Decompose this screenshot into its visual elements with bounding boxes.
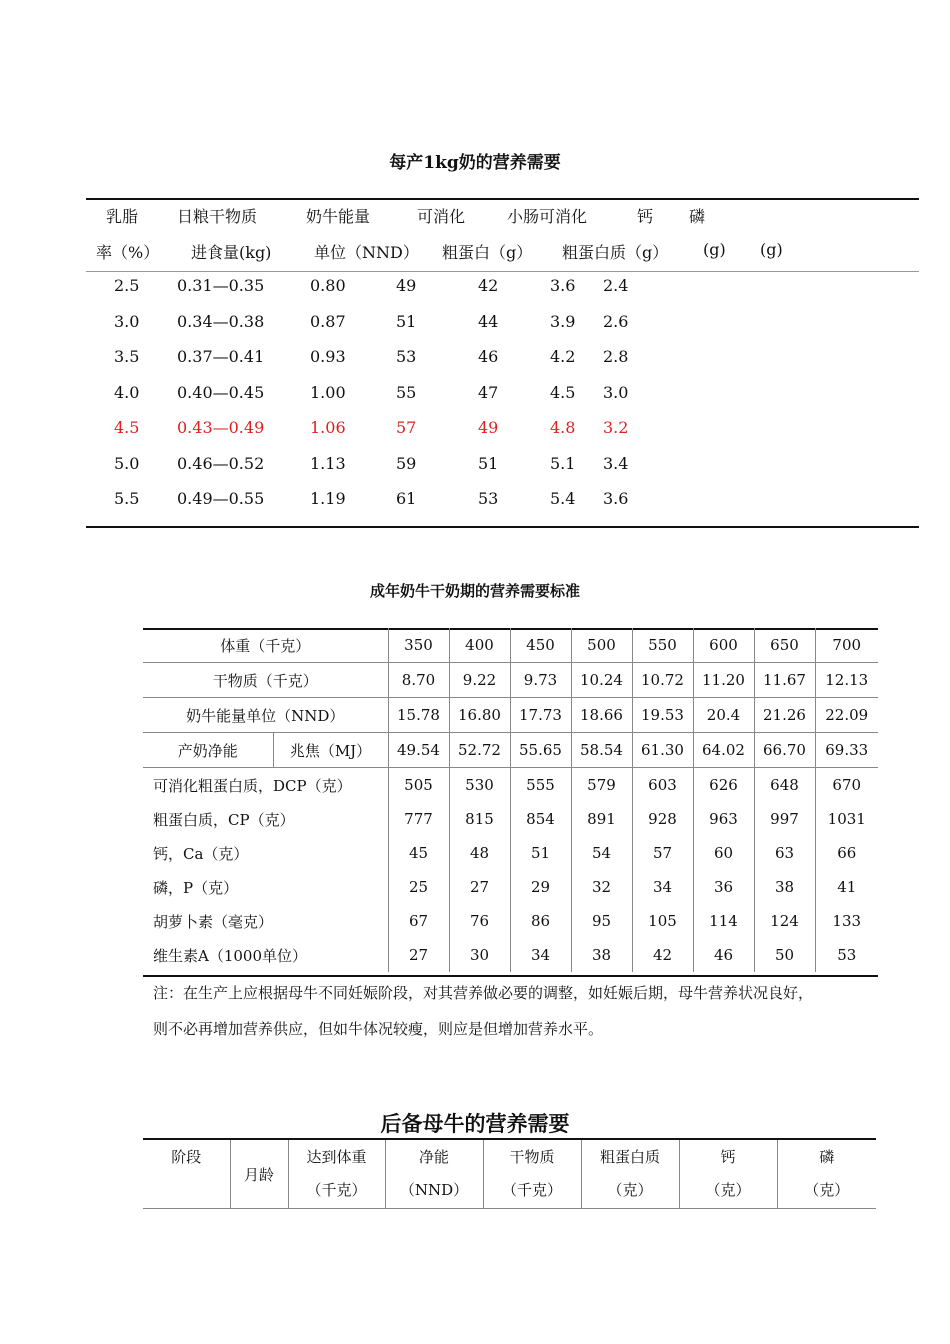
table1-cell: 55	[396, 382, 417, 402]
table1-title: 每产1kg奶的营养需要	[389, 153, 561, 173]
table1-cell: 4.5	[114, 418, 140, 437]
table1-cell: 49	[478, 418, 499, 437]
table1-header-line2-cell: 粗蛋白质（g）	[562, 243, 669, 262]
table2-cell: 11.67	[754, 663, 815, 698]
table1-cell: 59	[396, 453, 417, 473]
table1-cell: 3.9	[550, 311, 576, 331]
table2-cell: 1031	[827, 810, 866, 828]
table1-cell: 2.8	[603, 347, 629, 366]
table1-cell: 3.6	[550, 276, 576, 295]
table1-header-line1-cell: 奶牛能量	[306, 207, 371, 226]
table2-cell: 105	[632, 904, 693, 938]
table2-cell: 17.73	[510, 698, 571, 733]
table3-header-cell	[143, 1139, 230, 1209]
table2-cell: 8.70	[388, 663, 449, 698]
table2-row-label: 干物质（千克）	[143, 663, 388, 698]
table2-cell: 55.65	[510, 733, 571, 768]
table2-cell: 700	[815, 628, 878, 663]
table2-cell: 36	[693, 870, 754, 904]
table1-cell: 3.6	[603, 489, 629, 508]
table2-cell: 69.33	[815, 733, 878, 768]
table2-cell: 67	[388, 904, 449, 938]
table2-cell: 9.73	[510, 663, 571, 698]
table2-row-label: 维生素A（1000单位）	[143, 938, 388, 972]
table1-header-line2-cell: 进食量(kg)	[191, 243, 272, 262]
table2-cell: 579	[571, 768, 632, 803]
table2-cell: 450	[510, 628, 571, 663]
table2-cell: 53	[837, 946, 857, 964]
table2-cell: 27	[388, 938, 449, 972]
table-row	[143, 628, 878, 663]
table2-cell: 54	[571, 836, 632, 870]
table1-cell: 0.49—0.55	[177, 489, 265, 508]
table3-header-cell	[581, 1139, 679, 1209]
table1-cell: 44	[478, 311, 499, 331]
table2-row-sublabel: 兆焦（MJ）	[273, 733, 388, 768]
table2-row-label: 可消化粗蛋白质，DCP（克）	[143, 768, 388, 803]
table2-cell: 34	[510, 938, 571, 972]
table1-header-line2-cell: 率（%）	[96, 243, 160, 262]
table1-cell: 42	[478, 276, 499, 295]
table2-cell: 76	[449, 904, 510, 938]
table3-header-line1: 阶段	[171, 1148, 202, 1166]
table-row	[143, 836, 878, 870]
table1-header-line2-cell: (g)	[760, 240, 783, 259]
table1-cell: 5.4	[550, 489, 576, 508]
table1-cell: 53	[478, 489, 499, 508]
table2-cell: 963	[693, 802, 754, 836]
table2-cell: 20.4	[693, 698, 754, 733]
table-row	[143, 733, 878, 768]
table1-cell: 5.0	[114, 453, 140, 473]
table2-cell: 550	[632, 628, 693, 663]
table1-top-rule	[86, 198, 919, 200]
table1-cell: 3.4	[603, 453, 629, 473]
table1-cell: 0.87	[310, 311, 346, 331]
table1-cell: 1.19	[310, 489, 346, 508]
table1-bottom-rule	[86, 526, 919, 528]
table2	[143, 628, 878, 972]
table2-cell: 57	[632, 836, 693, 870]
table2-cell: 891	[571, 802, 632, 836]
table2-cell: 21.26	[754, 698, 815, 733]
table1-cell: 0.43—0.49	[177, 418, 265, 437]
table1-cell: 1.06	[310, 418, 346, 437]
table3-header-line1: 钙	[720, 1148, 736, 1166]
table2-cell: 49.54	[388, 733, 449, 768]
table3-header-line2: （千克）	[501, 1181, 562, 1199]
table2-cell: 22.09	[815, 698, 878, 733]
table1-cell: 0.93	[310, 347, 346, 366]
table2-cell: 350	[388, 628, 449, 663]
table3-header-cell	[230, 1139, 288, 1209]
table1-cell: 3.2	[603, 418, 629, 437]
table2-row-label: 体重（千克）	[143, 628, 388, 663]
table-row	[143, 904, 878, 938]
table2-cell: 10.24	[571, 663, 632, 698]
table1-cell: 57	[396, 418, 417, 437]
table3-title: 后备母牛的营养需要	[380, 1111, 570, 1136]
table1-cell: 49	[396, 276, 417, 295]
table2-row-label: 奶牛能量单位（NND）	[143, 698, 388, 733]
table1-cell: 3.5	[114, 347, 140, 366]
table1-cell: 2.6	[603, 311, 629, 331]
table2-cell: 66.70	[754, 733, 815, 768]
table1-header-line2-cell: 粗蛋白（g）	[442, 243, 533, 262]
table2-cell: 50	[754, 938, 815, 972]
table1-cell: 51	[396, 311, 417, 331]
table1-header-line1-cell: 钙	[637, 207, 654, 226]
table1-cell: 4.8	[550, 418, 576, 437]
table2-row-label: 产奶净能	[143, 733, 273, 768]
table1-cell: 3.0	[603, 382, 629, 402]
table1-cell: 4.5	[550, 382, 576, 402]
table2-cell: 133	[832, 912, 862, 930]
table-row	[143, 663, 878, 698]
table2-cell: 400	[449, 628, 510, 663]
table3-header-line1: 粗蛋白质	[599, 1148, 660, 1166]
table2-cell: 45	[388, 836, 449, 870]
table1-cell: 51	[478, 453, 499, 473]
table2-bottom-rule	[143, 975, 878, 977]
table1-header-line1-cell: 磷	[689, 207, 706, 226]
table1-cell: 61	[396, 489, 417, 508]
table2-row-label: 磷，P（克）	[143, 870, 388, 904]
table2-cell: 27	[449, 870, 510, 904]
table1-cell: 5.5	[114, 489, 140, 508]
table2-cell: 600	[693, 628, 754, 663]
table2-cell: 64.02	[693, 733, 754, 768]
table2-cell: 555	[510, 768, 571, 803]
table2-cell: 51	[510, 836, 571, 870]
table2-cell: 41	[837, 878, 857, 896]
table2-cell: 60	[693, 836, 754, 870]
table2-note-line2: 则不必再增加营养供应，但如牛体况较瘦，则应是但增加营养水平。	[153, 1020, 604, 1038]
table2-cell: 18.66	[571, 698, 632, 733]
table2-cell: 15.78	[388, 698, 449, 733]
table2-cell: 10.72	[632, 663, 693, 698]
table2-cell: 61.30	[632, 733, 693, 768]
table2-cell: 19.53	[632, 698, 693, 733]
table2-cell: 648	[754, 768, 815, 803]
table3-header-line1: 达到体重	[306, 1148, 367, 1166]
table2-title: 成年奶牛干奶期的营养需要标准	[369, 582, 580, 600]
table1-cell: 0.37—0.41	[177, 347, 265, 366]
table2-cell: 86	[510, 904, 571, 938]
table1-cell: 0.31—0.35	[177, 276, 265, 295]
table2-cell: 815	[449, 802, 510, 836]
table-row	[143, 870, 878, 904]
table2-cell: 928	[632, 802, 693, 836]
table3-header-line1: 月龄	[243, 1165, 274, 1184]
table2-cell: 32	[571, 870, 632, 904]
table2-cell: 25	[388, 870, 449, 904]
table3-header-cell	[679, 1139, 777, 1209]
table2-cell: 505	[388, 768, 449, 803]
table2-cell: 46	[693, 938, 754, 972]
table1-cell: 1.00	[310, 382, 346, 402]
table2-cell: 12.13	[815, 663, 878, 698]
table2-cell: 11.20	[693, 663, 754, 698]
table1-cell: 46	[478, 347, 499, 366]
table2-cell: 603	[632, 768, 693, 803]
table3-header-line2: （NND）	[399, 1181, 469, 1199]
table2-cell: 38	[754, 870, 815, 904]
table1-header-rule	[86, 271, 919, 272]
table2-cell: 34	[632, 870, 693, 904]
table2-cell: 114	[693, 904, 754, 938]
table-row	[143, 768, 878, 803]
table1-header-line1-cell: 可消化	[417, 207, 466, 226]
table3-header-cell	[385, 1139, 483, 1209]
table3-header-line2: （千克）	[306, 1181, 367, 1199]
table3-header-cell	[777, 1139, 876, 1209]
table1-cell: 3.0	[114, 311, 140, 331]
table2-cell: 58.54	[571, 733, 632, 768]
table1-cell: 2.4	[603, 276, 629, 295]
table1-cell: 5.1	[550, 453, 576, 473]
table1-cell: 0.34—0.38	[177, 311, 265, 331]
table2-cell: 63	[754, 836, 815, 870]
table1-cell: 0.46—0.52	[177, 453, 265, 473]
table1-header-line2-cell: 单位（NND）	[314, 243, 419, 262]
table1-cell: 2.5	[114, 276, 140, 295]
table3-header-line2: （克）	[607, 1181, 653, 1199]
table3-header-cell	[288, 1139, 385, 1209]
table2-cell: 66	[837, 844, 857, 862]
table2-cell: 500	[571, 628, 632, 663]
table1-header-line1-cell: 小肠可消化	[507, 207, 588, 226]
table3-header-line2: （克）	[705, 1181, 751, 1199]
table2-row-label: 胡萝卜素（毫克）	[143, 904, 388, 938]
table3-header-line1: 磷	[819, 1148, 835, 1166]
table2-cell: 16.80	[449, 698, 510, 733]
table2-cell: 29	[510, 870, 571, 904]
table3-header-line1: 净能	[418, 1148, 449, 1166]
table2-note-line1: 注：在生产上应根据母牛不同妊娠阶段，对其营养做必要的调整，如妊娠后期，母牛营养状况良好，	[153, 984, 814, 1002]
table2-cell: 38	[571, 938, 632, 972]
table2-cell: 777	[388, 802, 449, 836]
table1-cell: 4.2	[550, 347, 576, 366]
table2-cell: 650	[754, 628, 815, 663]
table-row	[143, 698, 878, 733]
table1-header-line1-cell: 日粮干物质	[177, 207, 258, 226]
table1-header-line1-cell: 乳脂	[106, 207, 139, 226]
table2-cell: 670	[832, 776, 862, 794]
table1-header-line2-cell: (g)	[703, 240, 726, 259]
table3-header-line1: 干物质	[509, 1148, 555, 1166]
table2-cell: 124	[754, 904, 815, 938]
table2-cell: 52.72	[449, 733, 510, 768]
table2-cell: 30	[449, 938, 510, 972]
table3-header-line2: （克）	[804, 1181, 850, 1199]
table1-cell: 1.13	[310, 453, 346, 473]
table1-cell: 47	[478, 382, 499, 402]
table2-cell: 854	[510, 802, 571, 836]
table3	[143, 1138, 876, 1209]
table1-cell: 0.40—0.45	[177, 382, 265, 402]
table2-cell: 48	[449, 836, 510, 870]
table2-cell: 997	[754, 802, 815, 836]
table-row	[143, 802, 878, 836]
table2-cell: 95	[571, 904, 632, 938]
table1-cell: 0.80	[310, 276, 346, 295]
table1-cell: 53	[396, 347, 417, 366]
table2-row-label: 钙，Ca（克）	[143, 836, 388, 870]
table2-row-label: 粗蛋白质，CP（克）	[143, 802, 388, 836]
table3-header-cell	[483, 1139, 581, 1209]
table-row	[143, 938, 878, 972]
table2-cell: 9.22	[449, 663, 510, 698]
table2-cell: 530	[449, 768, 510, 803]
table1-cell: 4.0	[114, 382, 140, 402]
table2-cell: 42	[632, 938, 693, 972]
table2-cell: 626	[693, 768, 754, 803]
